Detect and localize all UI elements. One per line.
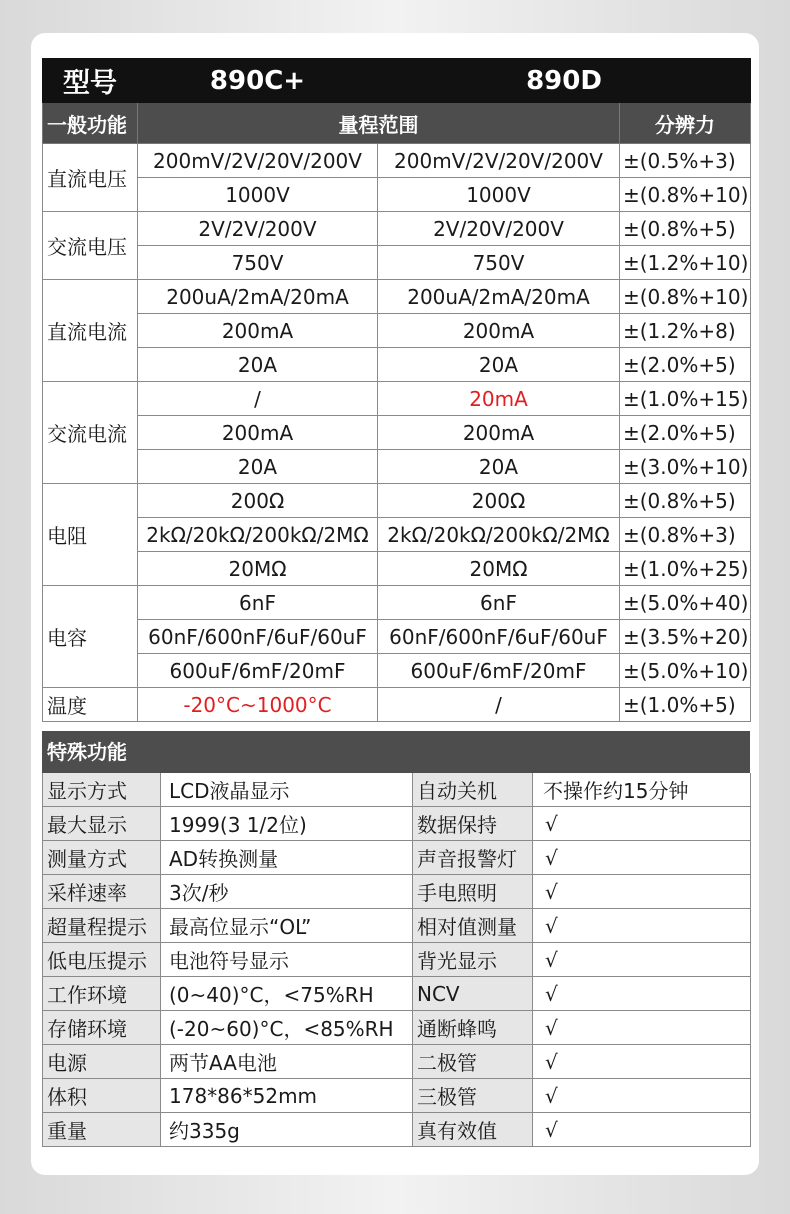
model-a-name: 890C+ xyxy=(138,59,378,103)
range-890d: 200mA xyxy=(378,416,620,450)
resolution-value: ±(0.8%+5) xyxy=(620,212,751,246)
feature-label: NCV xyxy=(413,977,533,1011)
feature-value: 最高位显示“OL” xyxy=(161,909,413,943)
range-890c-highlight: -20°C~1000°C xyxy=(138,688,378,722)
feature-label: 测量方式 xyxy=(43,841,161,875)
spec-row xyxy=(43,382,751,416)
spec-header-row xyxy=(43,103,751,144)
check-mark-icon: √ xyxy=(533,1113,751,1147)
range-890c: 2V/2V/200V xyxy=(138,212,378,246)
model-title-row xyxy=(43,59,751,103)
range-890c: 20MΩ xyxy=(138,552,378,586)
header-resolution: 分辨力 xyxy=(620,103,751,144)
feature-value: 1999(3 1/2位) xyxy=(161,807,413,841)
resolution-value: ±(1.2%+10) xyxy=(620,246,751,280)
resolution-value: ±(1.0%+5) xyxy=(620,688,751,722)
category-dc-voltage: 直流电压 xyxy=(43,144,138,212)
feature-label: 显示方式 xyxy=(43,773,161,807)
resolution-value: ±(0.8%+10) xyxy=(620,280,751,314)
spec-row xyxy=(43,314,751,348)
spec-row xyxy=(43,246,751,280)
resolution-value: ±(5.0%+10) xyxy=(620,654,751,688)
special-functions-title: 特殊功能 xyxy=(42,731,750,773)
feature-label: 三极管 xyxy=(413,1079,533,1113)
feature-label: 自动关机 xyxy=(413,773,533,807)
header-range: 量程范围 xyxy=(138,103,620,144)
feature-label: 声音报警灯 xyxy=(413,841,533,875)
feature-value: 约335g xyxy=(161,1113,413,1147)
feature-row xyxy=(43,875,751,909)
spec-row xyxy=(43,654,751,688)
range-890c: / xyxy=(138,382,378,416)
feature-label: 背光显示 xyxy=(413,943,533,977)
range-890d: 2kΩ/20kΩ/200kΩ/2MΩ xyxy=(378,518,620,552)
feature-label: 采样速率 xyxy=(43,875,161,909)
range-890c: 600uF/6mF/20mF xyxy=(138,654,378,688)
resolution-value: ±(0.5%+3) xyxy=(620,144,751,178)
category-ac-current: 交流电流 xyxy=(43,382,138,484)
check-mark-icon: √ xyxy=(533,1011,751,1045)
range-890c: 2kΩ/20kΩ/200kΩ/2MΩ xyxy=(138,518,378,552)
category-capacitance: 电容 xyxy=(43,586,138,688)
feature-value: 3次/秒 xyxy=(161,875,413,909)
check-mark-icon: √ xyxy=(533,1045,751,1079)
spec-row xyxy=(43,450,751,484)
range-890c: 20A xyxy=(138,450,378,484)
feature-row xyxy=(43,1113,751,1147)
check-mark-icon: √ xyxy=(533,841,751,875)
check-mark-icon: √ xyxy=(533,977,751,1011)
range-890c: 200mV/2V/20V/200V xyxy=(138,144,378,178)
resolution-value: ±(1.0%+15) xyxy=(620,382,751,416)
feature-row xyxy=(43,807,751,841)
feature-value: 两节AA电池 xyxy=(161,1045,413,1079)
category-dc-current: 直流电流 xyxy=(43,280,138,382)
model-label: 型号 xyxy=(43,59,138,103)
spec-row xyxy=(43,348,751,382)
range-890d: 6nF xyxy=(378,586,620,620)
resolution-value: ±(5.0%+40) xyxy=(620,586,751,620)
resolution-value: ±(2.0%+5) xyxy=(620,416,751,450)
feature-row xyxy=(43,1011,751,1045)
check-mark-icon: √ xyxy=(533,875,751,909)
feature-label: 通断蜂鸣 xyxy=(413,1011,533,1045)
resolution-value: ±(0.8%+10) xyxy=(620,178,751,212)
feature-value: 电池符号显示 xyxy=(161,943,413,977)
feature-label: 低电压提示 xyxy=(43,943,161,977)
resolution-value: ±(1.2%+8) xyxy=(620,314,751,348)
range-890d: 200uA/2mA/20mA xyxy=(378,280,620,314)
range-890c: 20A xyxy=(138,348,378,382)
spec-row xyxy=(43,416,751,450)
feature-value: 不操作约15分钟 xyxy=(533,773,751,807)
feature-value: AD转换测量 xyxy=(161,841,413,875)
feature-row xyxy=(43,1045,751,1079)
category-ac-voltage: 交流电压 xyxy=(43,212,138,280)
range-890c: 200mA xyxy=(138,314,378,348)
range-890d: 200Ω xyxy=(378,484,620,518)
feature-label: 电源 xyxy=(43,1045,161,1079)
spec-table xyxy=(42,58,751,722)
spec-row xyxy=(43,586,751,620)
feature-row xyxy=(43,943,751,977)
feature-row xyxy=(43,773,751,807)
check-mark-icon: √ xyxy=(533,1079,751,1113)
range-890d: 1000V xyxy=(378,178,620,212)
resolution-value: ±(2.0%+5) xyxy=(620,348,751,382)
range-890d: 60nF/600nF/6uF/60uF xyxy=(378,620,620,654)
check-mark-icon: √ xyxy=(533,909,751,943)
feature-value: (0~40)°C，<75%RH xyxy=(161,977,413,1011)
feature-row xyxy=(43,1079,751,1113)
spec-row xyxy=(43,178,751,212)
feature-row xyxy=(43,841,751,875)
resolution-value: ±(3.0%+10) xyxy=(620,450,751,484)
spec-row xyxy=(43,144,751,178)
spec-row xyxy=(43,620,751,654)
range-890c: 200uA/2mA/20mA xyxy=(138,280,378,314)
range-890d: 2V/20V/200V xyxy=(378,212,620,246)
spec-row xyxy=(43,552,751,586)
feature-value: LCD液晶显示 xyxy=(161,773,413,807)
feature-value: 178*86*52mm xyxy=(161,1079,413,1113)
features-table xyxy=(42,773,751,1147)
feature-label: 超量程提示 xyxy=(43,909,161,943)
feature-row xyxy=(43,909,751,943)
range-890c: 1000V xyxy=(138,178,378,212)
feature-row xyxy=(43,977,751,1011)
check-mark-icon: √ xyxy=(533,807,751,841)
model-b-name: 890D xyxy=(378,59,751,103)
feature-label: 工作环境 xyxy=(43,977,161,1011)
resolution-value: ±(1.0%+25) xyxy=(620,552,751,586)
spec-row xyxy=(43,280,751,314)
feature-label: 数据保持 xyxy=(413,807,533,841)
range-890d: 20A xyxy=(378,348,620,382)
range-890d: 600uF/6mF/20mF xyxy=(378,654,620,688)
resolution-value: ±(0.8%+5) xyxy=(620,484,751,518)
check-mark-icon: √ xyxy=(533,943,751,977)
category-resistance: 电阻 xyxy=(43,484,138,586)
spec-row xyxy=(43,518,751,552)
range-890d: 20A xyxy=(378,450,620,484)
feature-label: 存储环境 xyxy=(43,1011,161,1045)
range-890c: 750V xyxy=(138,246,378,280)
range-890d-highlight: 20mA xyxy=(378,382,620,416)
feature-label: 最大显示 xyxy=(43,807,161,841)
range-890c: 60nF/600nF/6uF/60uF xyxy=(138,620,378,654)
feature-label: 体积 xyxy=(43,1079,161,1113)
range-890d: 200mA xyxy=(378,314,620,348)
range-890d: / xyxy=(378,688,620,722)
feature-value: (-20~60)°C，<85%RH xyxy=(161,1011,413,1045)
range-890d: 200mV/2V/20V/200V xyxy=(378,144,620,178)
resolution-value: ±(0.8%+3) xyxy=(620,518,751,552)
feature-label: 相对值测量 xyxy=(413,909,533,943)
header-function: 一般功能 xyxy=(43,103,138,144)
feature-label: 真有效值 xyxy=(413,1113,533,1147)
feature-label: 二极管 xyxy=(413,1045,533,1079)
feature-label: 手电照明 xyxy=(413,875,533,909)
range-890d: 20MΩ xyxy=(378,552,620,586)
spec-row xyxy=(43,688,751,722)
resolution-value: ±(3.5%+20) xyxy=(620,620,751,654)
range-890c: 6nF xyxy=(138,586,378,620)
category-temperature: 温度 xyxy=(43,688,138,722)
spec-row xyxy=(43,212,751,246)
spec-row xyxy=(43,484,751,518)
feature-label: 重量 xyxy=(43,1113,161,1147)
range-890c: 200mA xyxy=(138,416,378,450)
range-890c: 200Ω xyxy=(138,484,378,518)
range-890d: 750V xyxy=(378,246,620,280)
